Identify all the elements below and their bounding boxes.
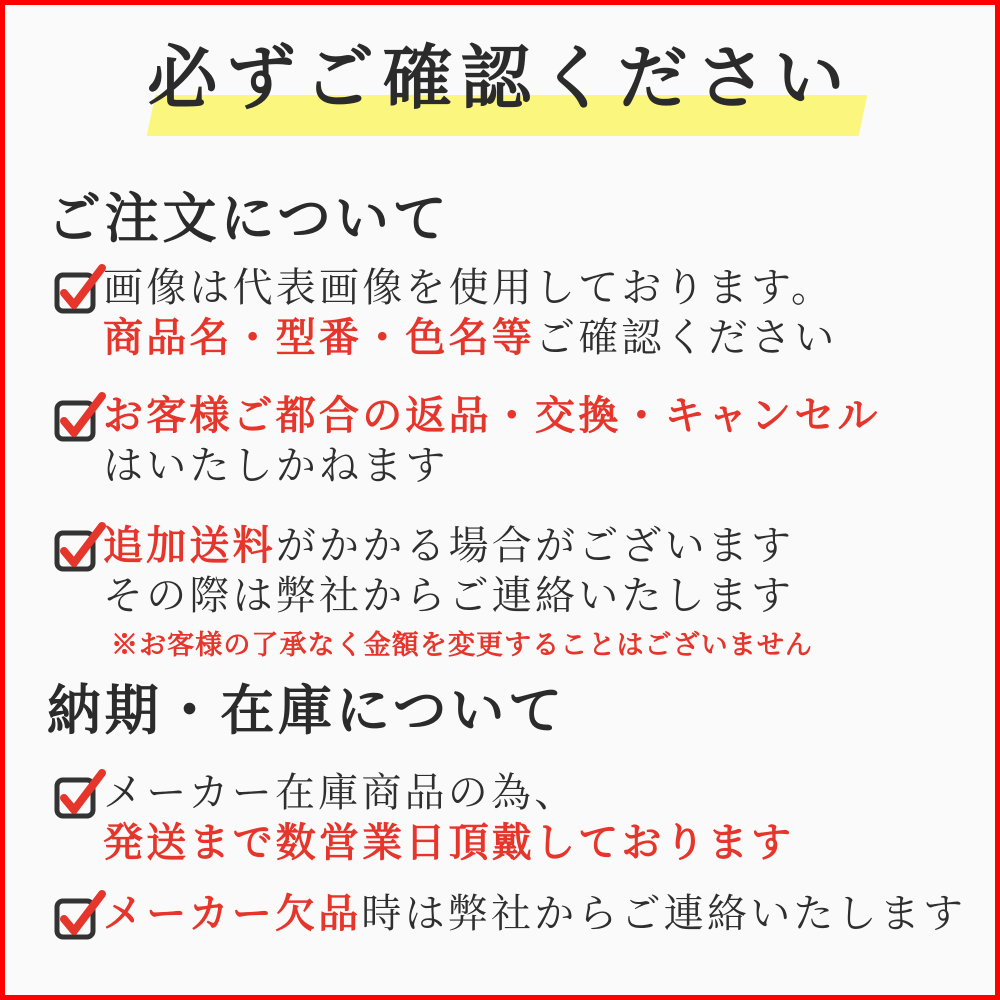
- item-text-segment: その際は弊社からご連絡いたします: [103, 573, 795, 618]
- item-text-segment: 時は弊社からご連絡いたします: [361, 891, 967, 936]
- item-text-segment: ご確認ください: [535, 315, 838, 360]
- item-footnote: ※お客様の了承なく金額を変更することはございません: [111, 630, 813, 660]
- item-line: [103, 441, 881, 491]
- item-line: [103, 391, 881, 441]
- checkbox-checked-icon: [53, 768, 103, 820]
- notice-item-returns: [53, 391, 881, 491]
- checkbox-checked-icon: [53, 521, 103, 573]
- section-heading-delivery-stock: 納期・在庫について: [47, 681, 566, 741]
- item-line: [103, 263, 837, 313]
- item-line: [103, 768, 794, 818]
- item-line: [103, 313, 837, 363]
- checkbox-checked-icon: [53, 391, 103, 443]
- item-text-segment: 追加送料: [103, 523, 276, 568]
- item-line: [103, 521, 813, 571]
- item-text: [103, 521, 813, 661]
- item-text-segment: がかかる場合がございます: [275, 523, 795, 568]
- item-text: [103, 263, 837, 363]
- item-line: [103, 571, 813, 621]
- item-text: [103, 768, 794, 868]
- item-text: [103, 889, 966, 939]
- notice-item-extra-shipping: [53, 521, 813, 661]
- item-text-segment: お客様ご都合の返品・交換・キャンセル: [103, 393, 881, 438]
- item-text-segment: はいたしかねます: [103, 443, 449, 488]
- notice-item-maker-out-of-stock: [53, 889, 966, 941]
- item-text-segment: メーカー欠品: [103, 891, 362, 936]
- item-text-segment: 画像は代表画像を使用しております。: [103, 265, 835, 310]
- checkbox-checked-icon: [53, 889, 103, 941]
- item-line: [103, 889, 966, 939]
- section-heading-orders: ご注文について: [47, 189, 451, 249]
- item-line: [103, 818, 794, 868]
- item-text: [103, 391, 881, 491]
- item-text-segment: 発送まで数営業日頂戴しております: [103, 820, 795, 865]
- item-text-segment: 商品名・型番・色名等: [103, 315, 535, 360]
- checkbox-checked-icon: [53, 263, 103, 315]
- item-text-segment: メーカー在庫商品の為、: [103, 770, 578, 815]
- notice-item-maker-stock: [53, 768, 794, 868]
- page-title: 必ずご確認ください: [147, 41, 853, 118]
- notice-item-representative-image: [53, 263, 837, 363]
